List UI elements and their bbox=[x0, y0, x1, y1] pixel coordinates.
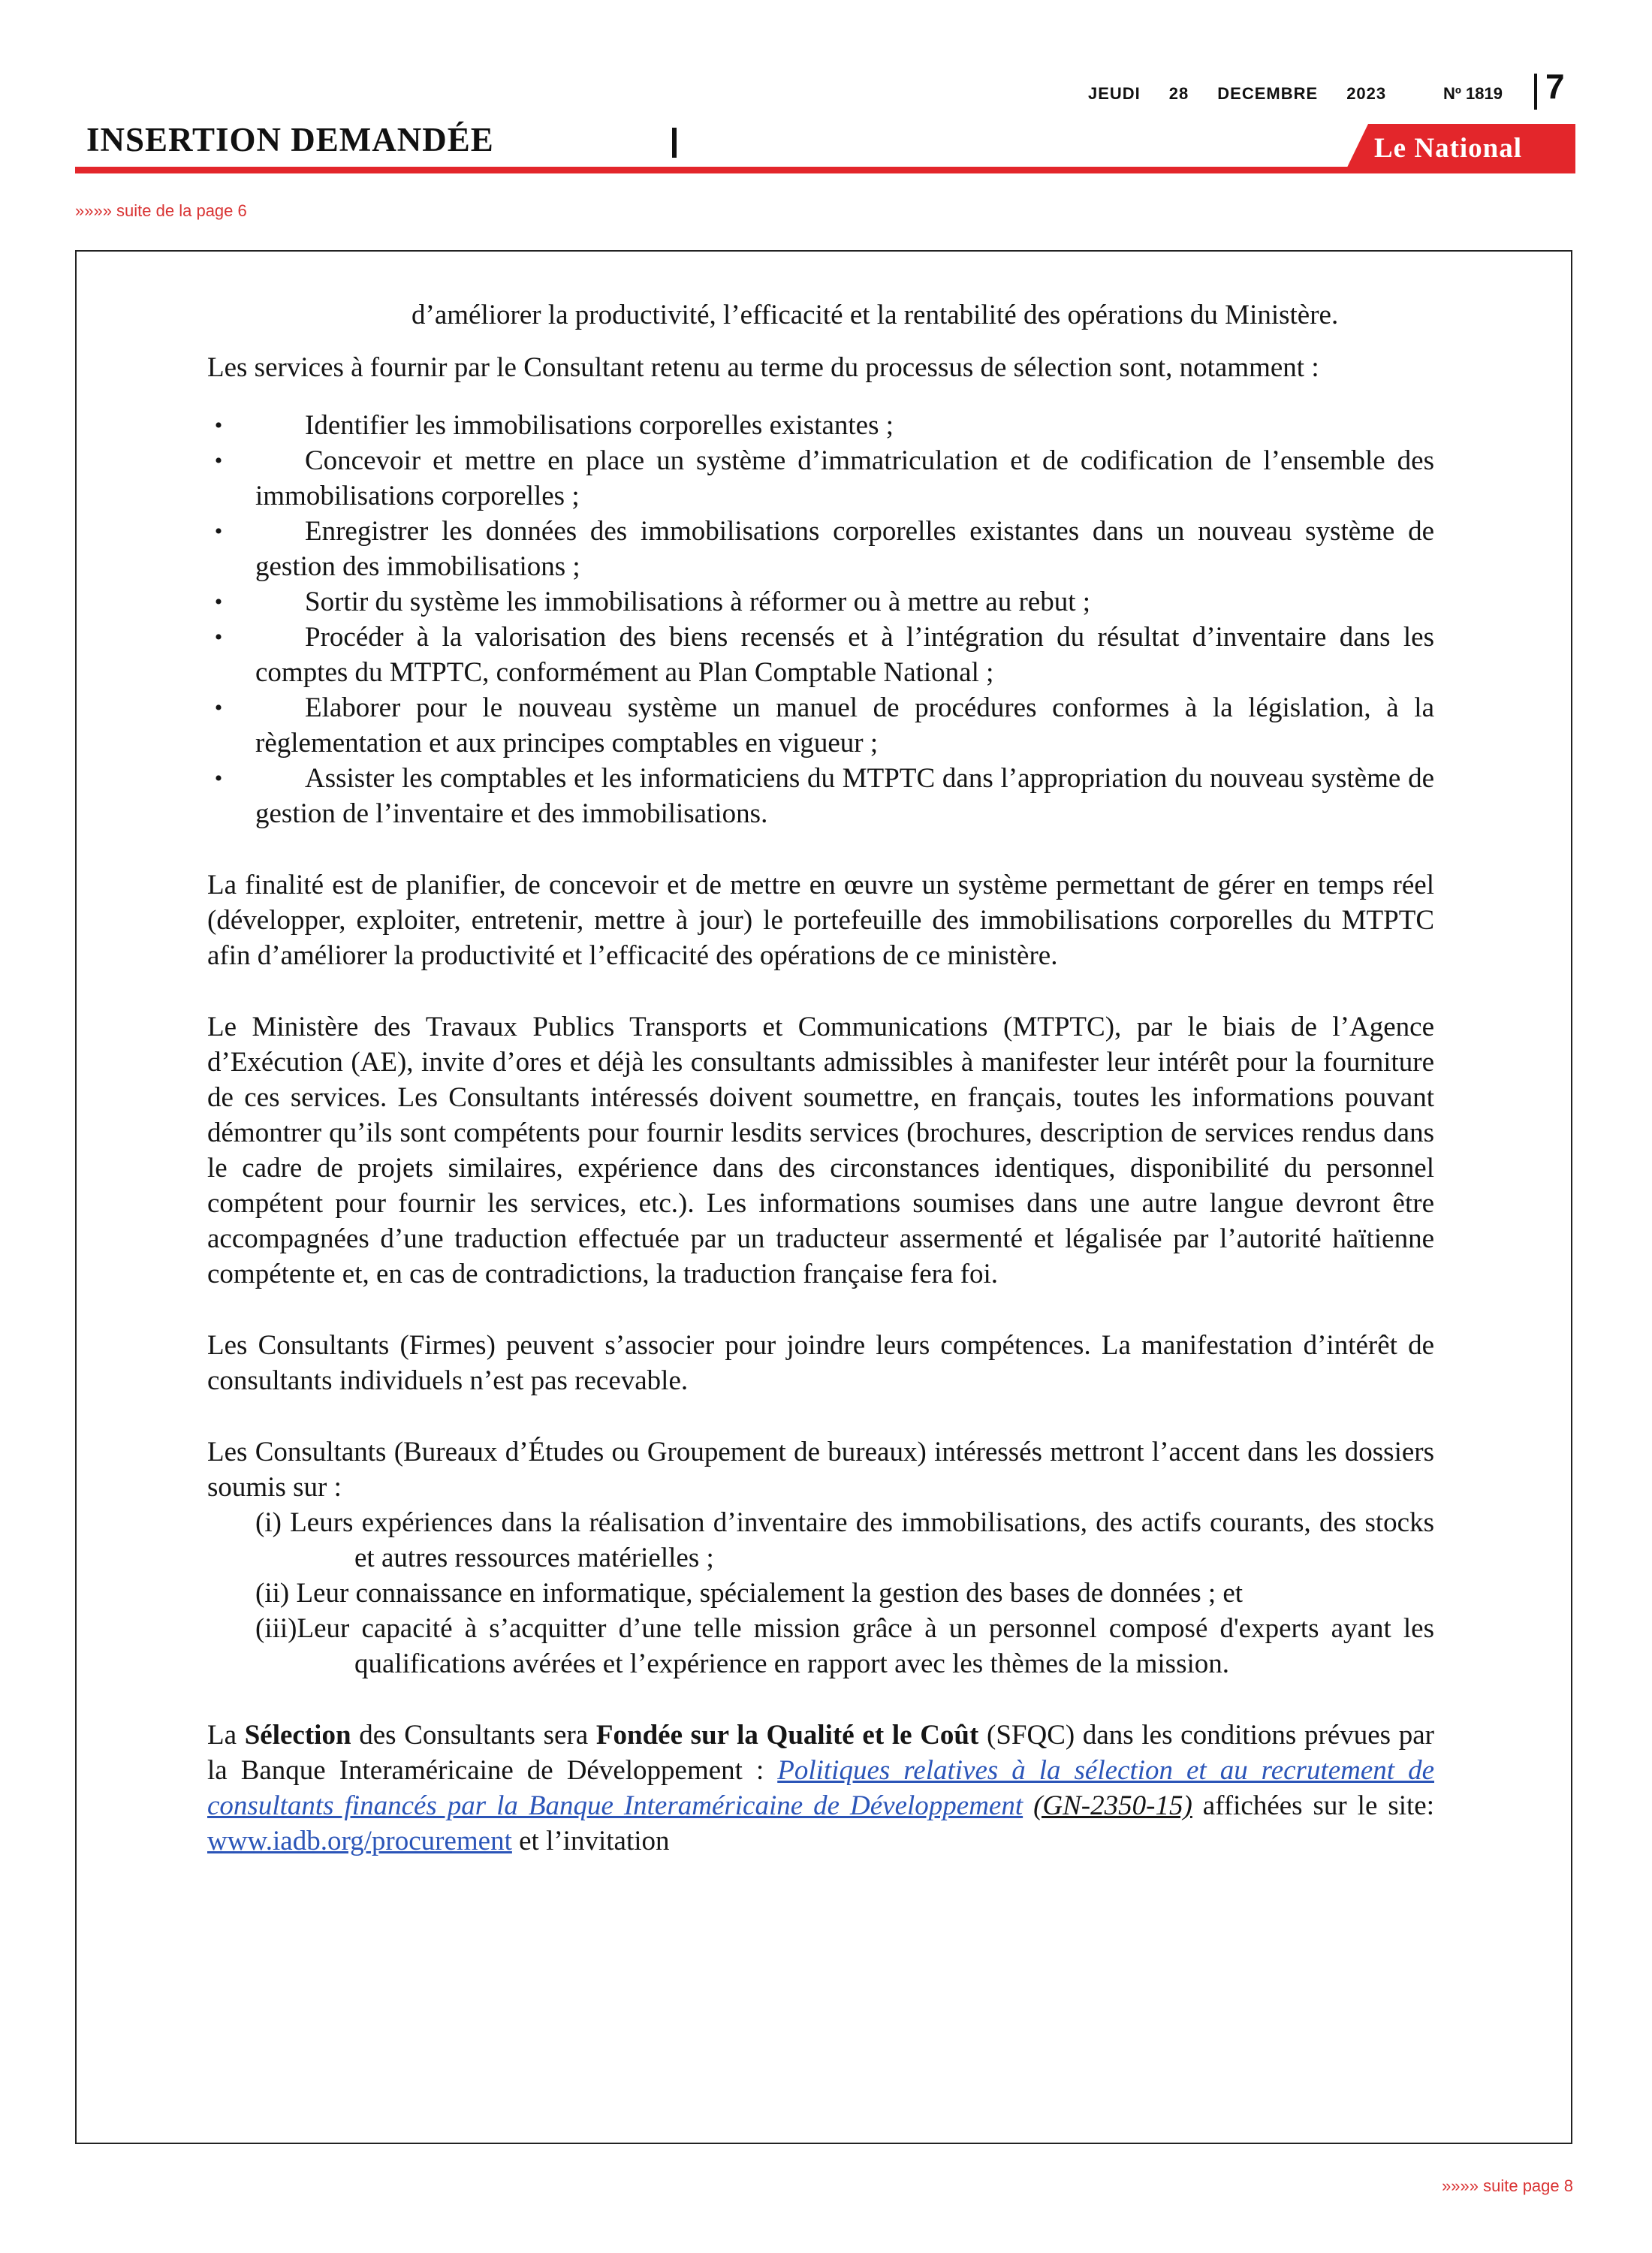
list-item: • Sortir du système les immobilisations à réformer ou à mettre au rebut ; bbox=[207, 584, 1434, 620]
list-item: • Assister les comptables et les informaticiens du MTPTC dans l’appropriation du nouveau système de gestion de l’inventaire et des immobilisations. bbox=[207, 761, 1434, 831]
list-item: • Enregistrer les données des immobilisations corporelles existantes dans un nouveau système de gestion des immobilisations ; bbox=[207, 514, 1434, 584]
association-paragraph: Les Consultants (Firmes) peuvent s’associer pour joindre leurs compétences. La manifestation d’intérêt de consultants individuels n’est pas recevable. bbox=[207, 1330, 1434, 1396]
list-item: (iii)Leur capacité à s’acquitter d’une telle mission grâce à un personnel composé d'experts ayant les qualifications avérées et l’expérience en rapport avec les thèmes de la mission. bbox=[255, 1613, 1434, 1679]
bullet-icon: • bbox=[214, 590, 223, 614]
invitation-paragraph: Le Ministère des Travaux Publics Transports et Communications (MTPTC), par le biais de l’Agence d’Exécution (AE), invite d’ores et déjà les consultants admissibles à manifester leur intérêt pour la fourniture de ces services. Les Consultants intéressés doivent soumettre, en français, toutes les informations pouvant démontrer qu’ils sont compétents pour fournir lesdits services (brochures, description de services rendus dans le cadre de projets similaires, expérience dans des circonstances identiques, disponibilité du personnel compétent pour fournir les services, etc.). Les informations soumises dans une autre langue devront être accompagnées d’une traduction effectuée par un traducteur assermenté et légalisée par l’autorité haïtienne compétente et, en cas de contradictions, la traduction française fera foi. bbox=[207, 1012, 1434, 1289]
date-month: DECEMBRE bbox=[1217, 84, 1319, 103]
criteria-number: (ii) bbox=[255, 1578, 290, 1609]
criteria-number: (i) bbox=[255, 1507, 282, 1538]
continuation-paragraph: d’améliorer la productivité, l’efficacité et la rentabilité des opérations du Ministère. bbox=[411, 300, 1339, 330]
date-number: 28 bbox=[1168, 84, 1189, 103]
continued-from-link[interactable]: »»»» suite de la page 6 bbox=[75, 201, 247, 220]
bullet-icon: • bbox=[214, 519, 223, 544]
criteria-number: (iii) bbox=[255, 1613, 297, 1644]
list-item: • Identifier les immobilisations corporelles existantes ; bbox=[207, 408, 1434, 443]
continued-to-link[interactable]: »»»» suite page 8 bbox=[1442, 2176, 1573, 2195]
list-item: • Concevoir et mettre en place un système d’immatriculation et de codification de l’ensemble des immobilisations corporelles ; bbox=[207, 443, 1434, 514]
page-number: 7 bbox=[1545, 67, 1565, 106]
list-item: (ii) Leur connaissance en informatique, spécialement la gestion des bases de données ; et bbox=[255, 1578, 1244, 1609]
list-item: • Procéder à la valorisation des biens recensés et à l’intégration du résultat d’inventaire dans les comptes du MTPTC, conformément au Plan Comptable National ; bbox=[207, 620, 1434, 690]
method-bold: Fondée sur la Qualité et le Coût bbox=[595, 1720, 979, 1751]
list-item: (i) Leurs expériences dans la réalisation d’inventaire des immobilisations, des actifs courants, des stocks et autres ressources matérielles ; bbox=[255, 1507, 1434, 1573]
notice-body bbox=[207, 297, 1434, 1859]
date-day: JEUDI bbox=[1088, 84, 1141, 103]
procurement-url-link[interactable]: www.iadb.org/procurement bbox=[207, 1826, 512, 1856]
selection-paragraph: La Sélection des Consultants sera Fondée sur la Qualité et le Coût (SFQC) dans les conditions prévues par la Banque Interaméricaine de Développement : Politiques relatives à la sélection et au recrutement de consultants financés par la Banque Interaméricaine de Développement (GN-2350-15) affichées sur le site: www.iadb.org/procurement et l’invitation bbox=[207, 1720, 1435, 1856]
list-item: • Elaborer pour le nouveau système un manuel de procédures conformes à la législation, à la règlementation et aux principes comptables en vigueur ; bbox=[207, 690, 1434, 761]
bullet-icon: • bbox=[214, 448, 223, 473]
emphasis-intro-paragraph: Les Consultants (Bureaux d’Études ou Groupement de bureaux) intéressés mettront l’accent dans les dossiers soumis sur : bbox=[207, 1437, 1434, 1503]
date-year: 2023 bbox=[1346, 84, 1387, 103]
selection-bold: Sélection bbox=[244, 1720, 351, 1751]
bullet-icon: • bbox=[214, 413, 223, 438]
section-title: INSERTION DEMANDÉE bbox=[86, 121, 494, 158]
page-number-divider bbox=[1534, 74, 1537, 110]
dateline bbox=[1088, 84, 1415, 104]
issue-number: Nº 1819 bbox=[1443, 84, 1503, 103]
bullet-icon: • bbox=[214, 695, 223, 720]
policy-code: (GN-2350-15) bbox=[1033, 1790, 1192, 1821]
bullet-icon: • bbox=[214, 625, 223, 650]
brand-name: Le National bbox=[1374, 133, 1523, 164]
services-intro-paragraph: Les services à fournir par le Consultant retenu au terme du processus de sélection sont, notamment : bbox=[207, 352, 1319, 383]
title-divider bbox=[672, 128, 677, 158]
services-list bbox=[207, 408, 1434, 831]
criteria-list bbox=[207, 1505, 1434, 1681]
finalite-paragraph: La finalité est de planifier, de concevoir et de mettre en œuvre un système permettant de gérer en temps réel (développer, exploiter, entretenir, mettre à jour) le portefeuille des immobilisations corporelles du MTPTC afin d’améliorer la productivité et l’efficacité des opérations de ce ministère. bbox=[207, 870, 1434, 971]
policy-link[interactable]: Politiques relatives à la sélection et au recrutement de consultants financés par la Banque Interaméricaine de Développement bbox=[207, 1755, 1434, 1821]
bullet-icon: • bbox=[214, 766, 223, 791]
